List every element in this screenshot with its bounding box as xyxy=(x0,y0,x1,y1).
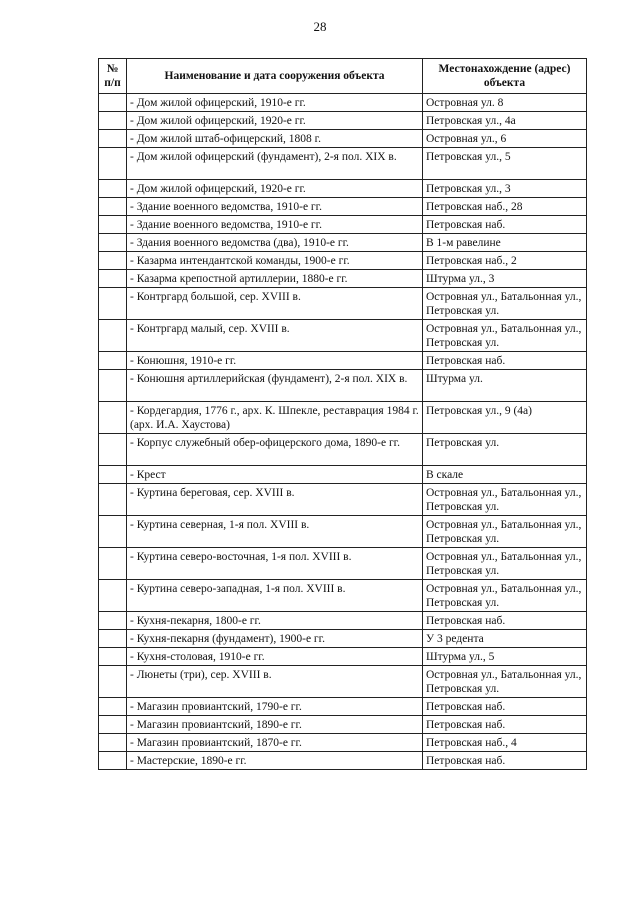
cell-address: Петровская наб. xyxy=(423,716,587,734)
cell-address: Петровская наб. xyxy=(423,752,587,770)
cell-number xyxy=(99,370,127,402)
table-row xyxy=(99,548,587,580)
table-row xyxy=(99,198,587,216)
cell-number xyxy=(99,352,127,370)
cell-address: Островная ул., Батальонная ул., Петровская ул. xyxy=(423,666,587,698)
cell-name: - Здание военного ведомства, 1910-е гг. xyxy=(127,198,423,216)
cell-name: - Куртина северо-западная, 1-я пол. XVIII в. xyxy=(127,580,423,612)
cell-name: - Куртина береговая, сер. XVIII в. xyxy=(127,484,423,516)
cell-address: В 1-м равелине xyxy=(423,234,587,252)
table-row xyxy=(99,698,587,716)
table-row xyxy=(99,180,587,198)
table-row xyxy=(99,270,587,288)
cell-address: В скале xyxy=(423,466,587,484)
cell-address: Островная ул., Батальонная ул., Петровская ул. xyxy=(423,288,587,320)
cell-number xyxy=(99,580,127,612)
table-row xyxy=(99,352,587,370)
cell-number xyxy=(99,648,127,666)
cell-name: - Куртина северо-восточная, 1-я пол. XVIII в. xyxy=(127,548,423,580)
cell-name: - Корпус служебный обер-офицерского дома, 1890-е гг. xyxy=(127,434,423,466)
cell-address: Петровская ул., 5 xyxy=(423,148,587,180)
table-row xyxy=(99,94,587,112)
cell-address: Островная ул., Батальонная ул., Петровская ул. xyxy=(423,516,587,548)
cell-number xyxy=(99,434,127,466)
cell-number xyxy=(99,180,127,198)
cell-number xyxy=(99,630,127,648)
cell-number xyxy=(99,252,127,270)
table-row xyxy=(99,612,587,630)
table-row xyxy=(99,320,587,352)
table-row xyxy=(99,112,587,130)
cell-address: Штурма ул., 3 xyxy=(423,270,587,288)
cell-number xyxy=(99,270,127,288)
table-row xyxy=(99,402,587,434)
cell-address: Петровская наб., 4 xyxy=(423,734,587,752)
cell-number xyxy=(99,516,127,548)
table-row xyxy=(99,516,587,548)
cell-name: - Магазин провиантский, 1870-е гг. xyxy=(127,734,423,752)
page-number: 28 xyxy=(313,19,327,34)
cell-address: Петровская наб., 2 xyxy=(423,252,587,270)
cell-number xyxy=(99,548,127,580)
table-row xyxy=(99,148,587,180)
cell-address: Островная ул. 8 xyxy=(423,94,587,112)
cell-number xyxy=(99,484,127,516)
cell-name: - Дом жилой офицерский, 1910-е гг. xyxy=(127,94,423,112)
cell-name: - Дом жилой офицерский (фундамент), 2-я пол. XIX в. xyxy=(127,148,423,180)
cell-number xyxy=(99,752,127,770)
cell-address: У 3 редента xyxy=(423,630,587,648)
cell-number xyxy=(99,320,127,352)
cell-number xyxy=(99,466,127,484)
cell-name: - Кухня-столовая, 1910-е гг. xyxy=(127,648,423,666)
cell-name: - Дом жилой штаб-офицерский, 1808 г. xyxy=(127,130,423,148)
column-header-number: № п/п xyxy=(99,59,127,94)
cell-name: - Контргард большой, сер. XVIII в. xyxy=(127,288,423,320)
cell-number xyxy=(99,288,127,320)
table-row xyxy=(99,752,587,770)
cell-name: - Здания военного ведомства (два), 1910-е гг. xyxy=(127,234,423,252)
cell-address: Петровская ул. xyxy=(423,434,587,466)
cell-address: Петровская ул., 9 (4а) xyxy=(423,402,587,434)
table-row xyxy=(99,252,587,270)
cell-address: Петровская наб. xyxy=(423,352,587,370)
cell-name: - Казарма крепостной артиллерии, 1880-е гг. xyxy=(127,270,423,288)
cell-name: - Кухня-пекарня (фундамент), 1900-е гг. xyxy=(127,630,423,648)
cell-name: - Конюшня, 1910-е гг. xyxy=(127,352,423,370)
cell-address: Петровская наб., 28 xyxy=(423,198,587,216)
cell-name: - Крест xyxy=(127,466,423,484)
cell-number xyxy=(99,216,127,234)
table-row xyxy=(99,484,587,516)
table-row xyxy=(99,434,587,466)
cell-name: - Магазин провиантский, 1790-е гг. xyxy=(127,698,423,716)
table-header-row xyxy=(99,59,587,94)
cell-number xyxy=(99,112,127,130)
table-row xyxy=(99,648,587,666)
table-row xyxy=(99,734,587,752)
column-header-address: Местонахождение (адрес) объекта xyxy=(423,59,587,94)
cell-number xyxy=(99,666,127,698)
cell-name: - Мастерские, 1890-е гг. xyxy=(127,752,423,770)
cell-number xyxy=(99,234,127,252)
cell-address: Петровская наб. xyxy=(423,612,587,630)
cell-name: - Люнеты (три), сер. XVIII в. xyxy=(127,666,423,698)
cell-name: - Магазин провиантский, 1890-е гг. xyxy=(127,716,423,734)
cell-address: Петровская ул., 3 xyxy=(423,180,587,198)
cell-address: Островная ул., Батальонная ул., Петровская ул. xyxy=(423,580,587,612)
cell-number xyxy=(99,716,127,734)
heritage-objects-table xyxy=(98,58,587,770)
cell-number xyxy=(99,94,127,112)
table-row xyxy=(99,370,587,402)
cell-number xyxy=(99,198,127,216)
cell-address: Штурма ул., 5 xyxy=(423,648,587,666)
cell-number xyxy=(99,698,127,716)
cell-name: - Дом жилой офицерский, 1920-е гг. xyxy=(127,180,423,198)
cell-number xyxy=(99,402,127,434)
cell-number xyxy=(99,130,127,148)
table-body xyxy=(99,94,587,770)
cell-number xyxy=(99,734,127,752)
column-header-name: Наименование и дата сооружения объекта xyxy=(127,59,423,94)
table-row xyxy=(99,666,587,698)
cell-name: - Контргард малый, сер. XVIII в. xyxy=(127,320,423,352)
cell-number xyxy=(99,612,127,630)
cell-name: - Здание военного ведомства, 1910-е гг. xyxy=(127,216,423,234)
table-row xyxy=(99,288,587,320)
cell-name: - Кухня-пекарня, 1800-е гг. xyxy=(127,612,423,630)
table-row xyxy=(99,234,587,252)
cell-address: Островная ул., 6 xyxy=(423,130,587,148)
cell-number xyxy=(99,148,127,180)
cell-name: - Куртина северная, 1-я пол. XVIII в. xyxy=(127,516,423,548)
table-row xyxy=(99,216,587,234)
cell-name: - Конюшня артиллерийская (фундамент), 2-я пол. XIX в. xyxy=(127,370,423,402)
cell-address: Петровская наб. xyxy=(423,216,587,234)
cell-address: Штурма ул. xyxy=(423,370,587,402)
cell-address: Островная ул., Батальонная ул., Петровская ул. xyxy=(423,320,587,352)
table-row xyxy=(99,466,587,484)
cell-name: - Казарма интендантской команды, 1900-е гг. xyxy=(127,252,423,270)
cell-name: - Дом жилой офицерский, 1920-е гг. xyxy=(127,112,423,130)
cell-name: - Кордегардия, 1776 г., арх. К. Шпекле, реставрация 1984 г. (арх. И.А. Хаустова) xyxy=(127,402,423,434)
cell-address: Петровская ул., 4а xyxy=(423,112,587,130)
table-row xyxy=(99,630,587,648)
table-row xyxy=(99,716,587,734)
cell-address: Петровская наб. xyxy=(423,698,587,716)
table-row xyxy=(99,130,587,148)
table-row xyxy=(99,580,587,612)
cell-address: Островная ул., Батальонная ул., Петровская ул. xyxy=(423,548,587,580)
cell-address: Островная ул., Батальонная ул., Петровская ул. xyxy=(423,484,587,516)
